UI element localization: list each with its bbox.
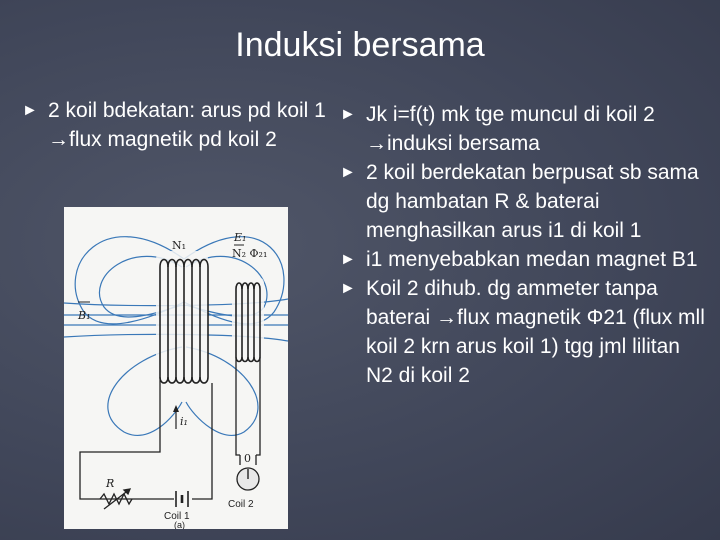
bullet-text: 2 koil bdekatan: arus pd koil 1 →flux magnetik pd koil 2	[48, 99, 326, 151]
coil-2-windings	[232, 277, 264, 363]
bullet-item	[340, 158, 710, 245]
b1-label: B₁	[78, 309, 91, 322]
coil-1-windings	[156, 251, 208, 383]
bullet-icon: ►	[340, 164, 356, 181]
i1-label: i₁	[180, 415, 188, 428]
bullet-text: Jk i=f(t) mk tge muncul di koil 2 →induksi bersama	[366, 103, 655, 155]
slide-title: Induksi bersama	[235, 26, 485, 64]
bullet-item	[340, 245, 710, 274]
bullet-text: i1 menyebabkan medan magnet B1	[366, 248, 698, 271]
bullet-item	[22, 96, 342, 154]
bullet-item	[340, 274, 710, 390]
bullet-item	[340, 100, 710, 158]
coil-diagram	[64, 207, 288, 529]
right-column	[340, 100, 710, 390]
n2-phi-label: N₂ Φ₂₁	[232, 247, 268, 260]
bullet-icon: ►	[340, 280, 356, 297]
coil-1-label: Coil 1	[164, 511, 190, 522]
coil-2-label: Coil 2	[228, 499, 254, 510]
bullet-text: Koil 2 dihub. dg ammeter tanpa baterai →flux magnetik Φ21 (flux mll koil 2 krn arus koil 1) tgg jml lilitan N2 di koil 2	[366, 277, 705, 387]
mutual-induction-figure	[64, 207, 288, 529]
bullet-icon: ►	[340, 251, 356, 268]
figure-caption: (a)	[174, 520, 185, 529]
left-column	[22, 96, 342, 154]
e1-label: E₁	[234, 231, 247, 244]
ammeter-zero-label: 0	[244, 452, 251, 465]
wire	[80, 377, 174, 499]
wire	[192, 383, 212, 499]
battery-icon	[176, 491, 188, 507]
n1-label: N₁	[172, 239, 187, 252]
bullet-icon: ►	[340, 106, 356, 123]
r-label: R	[106, 477, 115, 490]
bullet-icon: ►	[22, 102, 38, 119]
bullet-text: 2 koil berdekatan berpusat sb sama dg hambatan R & baterai menghasilkan arus i1 di koil 1	[366, 161, 699, 242]
